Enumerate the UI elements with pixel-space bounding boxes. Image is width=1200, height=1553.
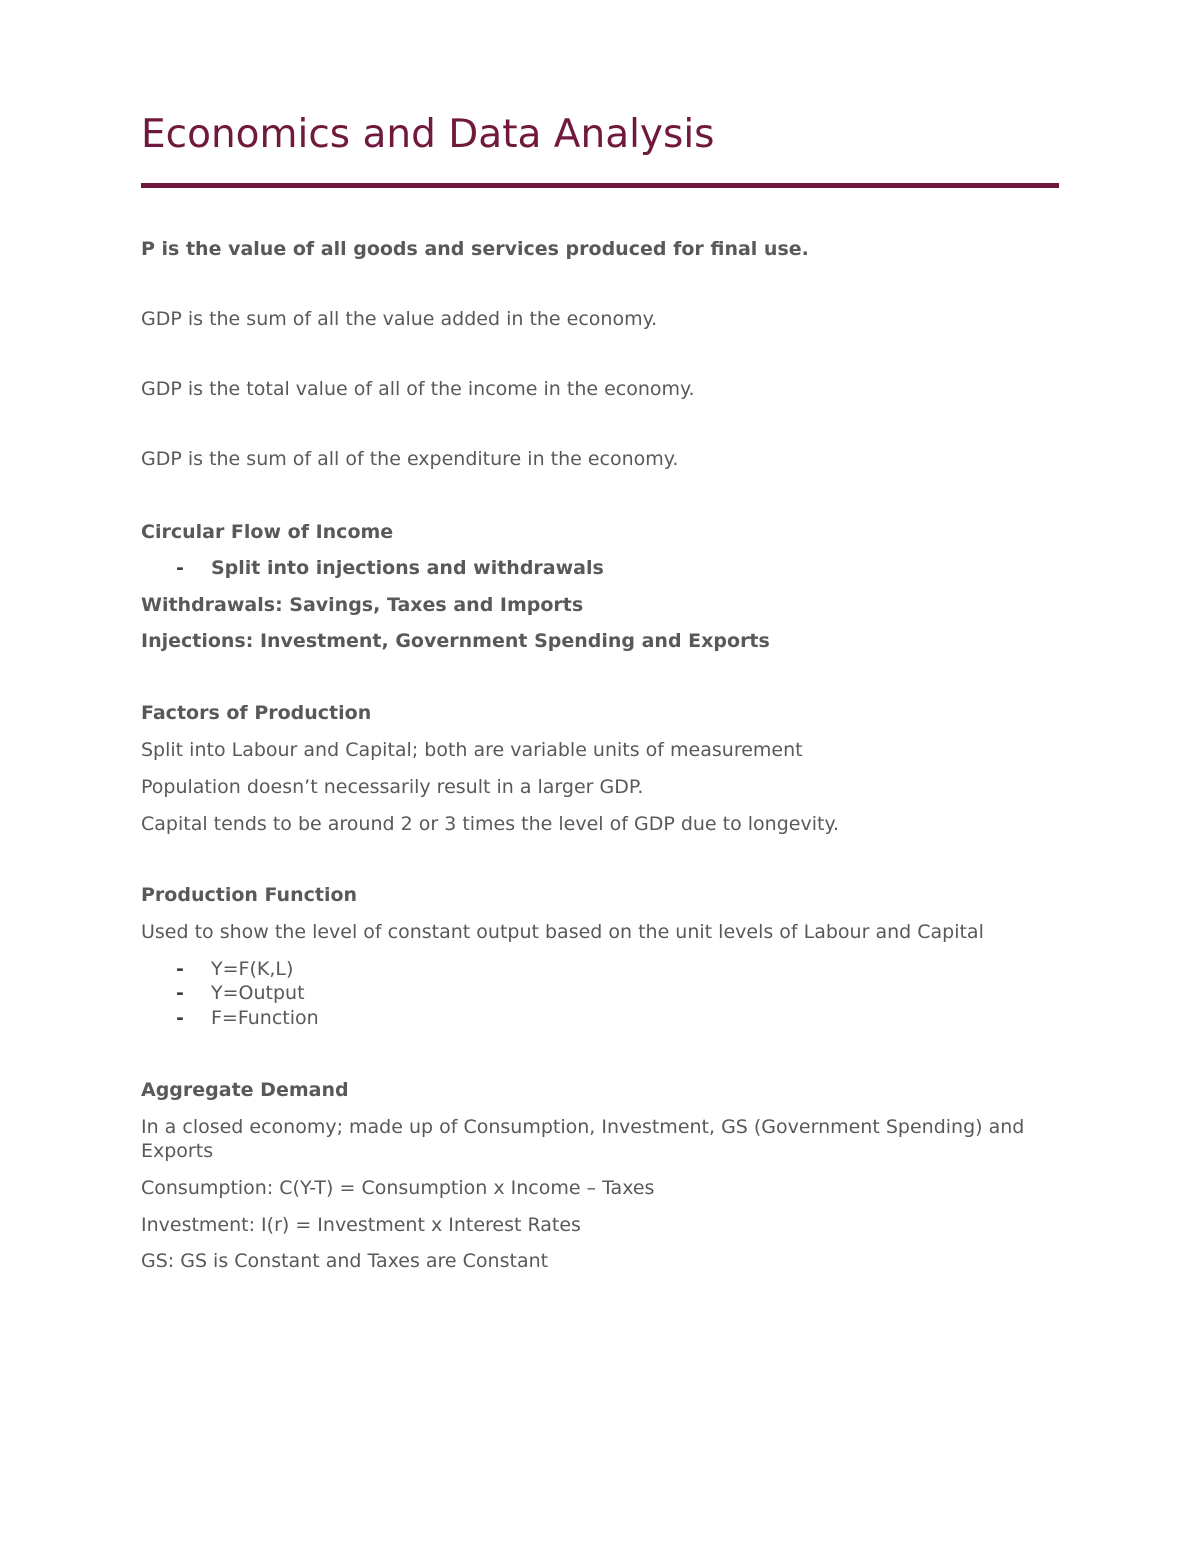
production-function-description: Used to show the level of constant output based on the unit levels of Labour and Capital xyxy=(141,921,984,943)
production-bullet-1: Y=F(K,L) xyxy=(211,958,294,980)
bullet-marker: - xyxy=(176,982,184,1004)
bullet-marker: - xyxy=(176,557,184,579)
investment-line: Investment: I(r) = Investment x Interest Rates xyxy=(141,1214,581,1236)
factors-line-3: Capital tends to be around 2 or 3 times the level of GDP due to longevity. xyxy=(141,813,840,835)
circular-flow-bullet: Split into injections and withdrawals xyxy=(211,557,604,579)
gs-line: GS: GS is Constant and Taxes are Constant xyxy=(141,1250,549,1272)
page-title: Economics and Data Analysis xyxy=(141,112,715,157)
circular-flow-heading: Circular Flow of Income xyxy=(141,521,394,543)
bullet-marker: - xyxy=(176,1007,184,1029)
aggregate-demand-heading: Aggregate Demand xyxy=(141,1079,349,1101)
production-function-heading: Production Function xyxy=(141,884,358,906)
factors-line-2: Population doesn’t necessarily result in a larger GDP. xyxy=(141,776,644,798)
aggregate-demand-line-1b: Exports xyxy=(141,1140,214,1162)
consumption-line: Consumption: C(Y-T) = Consumption x Income – Taxes xyxy=(141,1177,655,1199)
intro-line-3: GDP is the total value of all of the income in the economy. xyxy=(141,378,695,400)
factors-heading: Factors of Production xyxy=(141,702,372,724)
factors-line-1: Split into Labour and Capital; both are variable units of measurement xyxy=(141,739,803,761)
production-bullet-2: Y=Output xyxy=(211,982,305,1004)
intro-line-1: P is the value of all goods and services produced for final use. xyxy=(141,238,809,260)
withdrawals-line: Withdrawals: Savings, Taxes and Imports xyxy=(141,594,584,616)
production-bullet-3: F=Function xyxy=(211,1007,319,1029)
aggregate-demand-line-1a: In a closed economy; made up of Consumption, Investment, GS (Government Spending) and xyxy=(141,1116,1025,1138)
injections-line: Injections: Investment, Government Spending and Exports xyxy=(141,630,770,652)
title-underline xyxy=(141,183,1059,188)
intro-line-4: GDP is the sum of all of the expenditure in the economy. xyxy=(141,448,679,470)
bullet-marker: - xyxy=(176,958,184,980)
intro-line-2: GDP is the sum of all the value added in the economy. xyxy=(141,308,658,330)
